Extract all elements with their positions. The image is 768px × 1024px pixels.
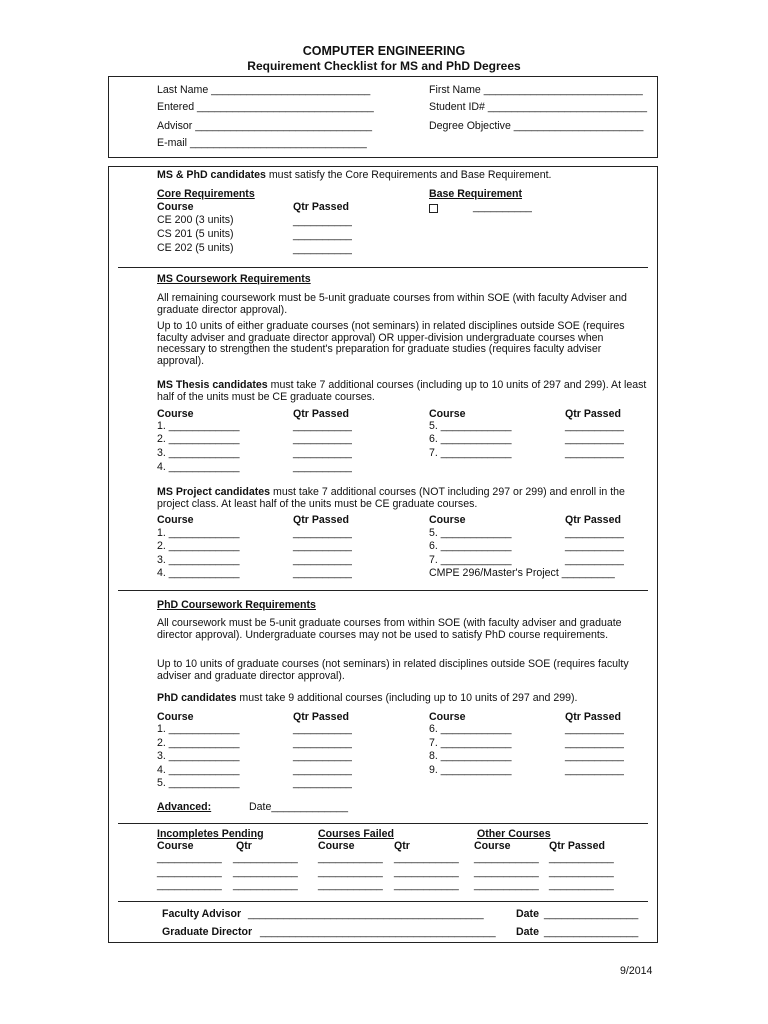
other-course-header: Course bbox=[474, 840, 511, 852]
incompletes-course-header: Course bbox=[157, 840, 194, 852]
thesis-qtr-6[interactable]: __________ bbox=[565, 433, 624, 445]
divider-1 bbox=[118, 267, 648, 268]
project-course-header-right: Course bbox=[429, 514, 466, 526]
incompletes-course-1[interactable]: ___________ bbox=[157, 852, 222, 864]
failed-qtr-3[interactable]: ___________ bbox=[394, 879, 459, 891]
phd-course-8[interactable]: 8. ____________ bbox=[429, 750, 512, 762]
other-course-2[interactable]: ___________ bbox=[474, 866, 539, 878]
phd-qtr-9[interactable]: __________ bbox=[565, 764, 624, 776]
thesis-course-4[interactable]: 4. ____________ bbox=[157, 461, 240, 473]
ms-heading: MS Coursework Requirements bbox=[157, 273, 311, 285]
project-course-header-left: Course bbox=[157, 514, 194, 526]
cmpe-296-line[interactable]: CMPE 296/Master's Project _________ bbox=[429, 567, 615, 579]
incompletes-qtr-1[interactable]: ___________ bbox=[233, 852, 298, 864]
project-qtr-7[interactable]: __________ bbox=[565, 554, 624, 566]
faculty-advisor-date-label: Date bbox=[516, 908, 539, 920]
other-qtr-2[interactable]: ___________ bbox=[549, 866, 614, 878]
phd-qtr-header-right: Qtr Passed bbox=[565, 711, 621, 723]
base-requirement-heading: Base Requirement bbox=[429, 188, 523, 200]
phd-course-7[interactable]: 7. ____________ bbox=[429, 737, 512, 749]
divider-4 bbox=[118, 901, 648, 902]
failed-qtr-header: Qtr bbox=[394, 840, 410, 852]
ms-para-2: Up to 10 units of either graduate courses (not seminars) in related disciplines outside SOE (requires faculty adviser and graduate director approval) OR upper-division undergraduate courses when necessary to strengthen the student's preparation for graduate studies (requires faculty adviser approval). bbox=[157, 320, 625, 367]
phd-qtr-3[interactable]: __________ bbox=[293, 750, 352, 762]
incompletes-course-3[interactable]: ___________ bbox=[157, 879, 222, 891]
graduate-director-date-label: Date bbox=[516, 926, 539, 938]
faculty-advisor-label: Faculty Advisor bbox=[162, 908, 242, 920]
core-course-3: CE 202 (5 units) bbox=[157, 242, 234, 254]
project-qtr-header-left: Qtr Passed bbox=[293, 514, 349, 526]
base-requirement-blank[interactable]: __________ bbox=[473, 201, 532, 213]
failed-course-1[interactable]: ___________ bbox=[318, 852, 383, 864]
phd-qtr-7[interactable]: __________ bbox=[565, 737, 624, 749]
project-course-5[interactable]: 5. ____________ bbox=[429, 527, 512, 539]
phd-course-3[interactable]: 3. ____________ bbox=[157, 750, 240, 762]
version-date: 9/2014 bbox=[620, 965, 653, 977]
student-id-field[interactable]: Student ID# ___________________________ bbox=[429, 101, 647, 113]
thesis-qtr-5[interactable]: __________ bbox=[565, 420, 624, 432]
graduate-director-label: Graduate Director bbox=[162, 926, 253, 938]
project-course-1[interactable]: 1. ____________ bbox=[157, 527, 240, 539]
incompletes-heading: Incompletes Pending bbox=[157, 828, 264, 840]
advanced-label: Advanced: bbox=[157, 801, 212, 813]
thesis-qtr-7[interactable]: __________ bbox=[565, 447, 624, 459]
thesis-course-header-right: Course bbox=[429, 408, 466, 420]
phd-qtr-2[interactable]: __________ bbox=[293, 737, 352, 749]
faculty-advisor-date[interactable]: ________________ bbox=[544, 908, 639, 920]
phd-course-1[interactable]: 1. ____________ bbox=[157, 723, 240, 735]
project-qtr-4[interactable]: __________ bbox=[293, 567, 352, 579]
thesis-course-2[interactable]: 2. ____________ bbox=[157, 433, 240, 445]
core-course-header: Course bbox=[157, 201, 194, 213]
core-course-2: CS 201 (5 units) bbox=[157, 228, 234, 240]
project-course-7[interactable]: 7. ____________ bbox=[429, 554, 512, 566]
incompletes-qtr-2[interactable]: ___________ bbox=[233, 866, 298, 878]
core-intro: MS & PhD candidates must satisfy the Core Requirements and Base Requirement. bbox=[157, 169, 552, 181]
project-qtr-header-right: Qtr Passed bbox=[565, 514, 621, 526]
entered-field[interactable]: Entered ______________________________ bbox=[157, 101, 374, 113]
thesis-course-5[interactable]: 5. ____________ bbox=[429, 420, 512, 432]
failed-course-2[interactable]: ___________ bbox=[318, 866, 383, 878]
ms-thesis-text: MS Thesis candidates must take 7 additional courses (including up to 10 units of 297 and 299). At least half of the units must be CE graduate courses. bbox=[157, 379, 647, 403]
phd-qtr-6[interactable]: __________ bbox=[565, 723, 624, 735]
phd-qtr-4[interactable]: __________ bbox=[293, 764, 352, 776]
failed-course-header: Course bbox=[318, 840, 355, 852]
ms-para-1: All remaining coursework must be 5-unit graduate courses from within SOE (with faculty Adviser and graduate director approval). bbox=[157, 292, 627, 316]
phd-course-6[interactable]: 6. ____________ bbox=[429, 723, 512, 735]
project-qtr-3[interactable]: __________ bbox=[293, 554, 352, 566]
phd-course-9[interactable]: 9. ____________ bbox=[429, 764, 512, 776]
phd-course-header-left: Course bbox=[157, 711, 194, 723]
failed-qtr-1[interactable]: ___________ bbox=[394, 852, 459, 864]
thesis-qtr-4[interactable]: __________ bbox=[293, 461, 352, 473]
project-qtr-5[interactable]: __________ bbox=[565, 527, 624, 539]
phd-para-2: Up to 10 units of graduate courses (not seminars) in related disciplines outside SOE (requires faculty adviser and graduate director approval). bbox=[157, 658, 629, 682]
project-course-4[interactable]: 4. ____________ bbox=[157, 567, 240, 579]
phd-candidates-text: PhD candidates must take 9 additional courses (including up to 10 units of 297 and 299). bbox=[157, 692, 578, 704]
phd-course-2[interactable]: 2. ____________ bbox=[157, 737, 240, 749]
project-qtr-2[interactable]: __________ bbox=[293, 540, 352, 552]
degree-objective-field[interactable]: Degree Objective ______________________ bbox=[429, 120, 644, 132]
graduate-director-date[interactable]: ________________ bbox=[544, 926, 639, 938]
graduate-director-signature[interactable]: ________________________________________ bbox=[260, 926, 496, 938]
other-qtr-header: Qtr Passed bbox=[549, 840, 605, 852]
core-course-1: CE 200 (3 units) bbox=[157, 214, 234, 226]
failed-course-3[interactable]: ___________ bbox=[318, 879, 383, 891]
phd-para-1: All coursework must be 5-unit graduate courses from within SOE (with faculty adviser and graduate director approval). Undergraduate courses may not be used to satisfy PhD course requirements. bbox=[157, 617, 622, 641]
project-qtr-6[interactable]: __________ bbox=[565, 540, 624, 552]
last-name-field[interactable]: Last Name ___________________________ bbox=[157, 84, 371, 96]
phd-qtr-header-left: Qtr Passed bbox=[293, 711, 349, 723]
advanced-date-field[interactable]: Date_____________ bbox=[249, 801, 348, 813]
incompletes-qtr-3[interactable]: ___________ bbox=[233, 879, 298, 891]
advisor-field[interactable]: Advisor ______________________________ bbox=[157, 120, 373, 132]
incompletes-qtr-header: Qtr bbox=[236, 840, 252, 852]
faculty-advisor-signature[interactable]: ________________________________________ bbox=[248, 908, 484, 920]
divider-2 bbox=[118, 590, 648, 591]
divider-3 bbox=[118, 823, 648, 824]
thesis-qtr-header-right: Qtr Passed bbox=[565, 408, 621, 420]
other-heading: Other Courses bbox=[477, 828, 551, 840]
page-title: COMPUTER ENGINEERING bbox=[302, 44, 466, 58]
phd-course-5[interactable]: 5. ____________ bbox=[157, 777, 240, 789]
other-qtr-1[interactable]: ___________ bbox=[549, 852, 614, 864]
thesis-course-1[interactable]: 1. ____________ bbox=[157, 420, 240, 432]
thesis-course-7[interactable]: 7. ____________ bbox=[429, 447, 512, 459]
phd-qtr-8[interactable]: __________ bbox=[565, 750, 624, 762]
incompletes-course-2[interactable]: ___________ bbox=[157, 866, 222, 878]
page-subtitle: Requirement Checklist for MS and PhD Degrees bbox=[247, 59, 521, 73]
core-requirements-heading: Core Requirements bbox=[157, 188, 255, 200]
thesis-course-header-left: Course bbox=[157, 408, 194, 420]
core-qtr-2[interactable]: __________ bbox=[293, 229, 352, 241]
thesis-qtr-2[interactable]: __________ bbox=[293, 433, 352, 445]
ms-project-text: MS Project candidates must take 7 additional courses (NOT including 297 or 299) and enroll in the project class. At least half of the units must be CE graduate courses. bbox=[157, 486, 625, 510]
thesis-course-3[interactable]: 3. ____________ bbox=[157, 447, 240, 459]
project-qtr-1[interactable]: __________ bbox=[293, 527, 352, 539]
thesis-qtr-header-left: Qtr Passed bbox=[293, 408, 349, 420]
phd-qtr-1[interactable]: __________ bbox=[293, 723, 352, 735]
core-qtr-3[interactable]: __________ bbox=[293, 243, 352, 255]
other-course-1[interactable]: ___________ bbox=[474, 852, 539, 864]
project-course-3[interactable]: 3. ____________ bbox=[157, 554, 240, 566]
first-name-field[interactable]: First Name ___________________________ bbox=[429, 84, 643, 96]
thesis-qtr-3[interactable]: __________ bbox=[293, 447, 352, 459]
project-course-6[interactable]: 6. ____________ bbox=[429, 540, 512, 552]
thesis-course-6[interactable]: 6. ____________ bbox=[429, 433, 512, 445]
failed-qtr-2[interactable]: ___________ bbox=[394, 866, 459, 878]
other-qtr-3[interactable]: ___________ bbox=[549, 879, 614, 891]
email-field[interactable]: E-mail ______________________________ bbox=[157, 137, 367, 149]
phd-course-header-right: Course bbox=[429, 711, 466, 723]
failed-heading: Courses Failed bbox=[318, 828, 394, 840]
phd-heading: PhD Coursework Requirements bbox=[157, 599, 316, 611]
base-requirement-checkbox[interactable] bbox=[429, 204, 438, 213]
core-qtr-header: Qtr Passed bbox=[293, 201, 349, 213]
project-course-2[interactable]: 2. ____________ bbox=[157, 540, 240, 552]
phd-qtr-5[interactable]: __________ bbox=[293, 777, 352, 789]
thesis-qtr-1[interactable]: __________ bbox=[293, 420, 352, 432]
other-course-3[interactable]: ___________ bbox=[474, 879, 539, 891]
core-qtr-1[interactable]: __________ bbox=[293, 215, 352, 227]
phd-course-4[interactable]: 4. ____________ bbox=[157, 764, 240, 776]
